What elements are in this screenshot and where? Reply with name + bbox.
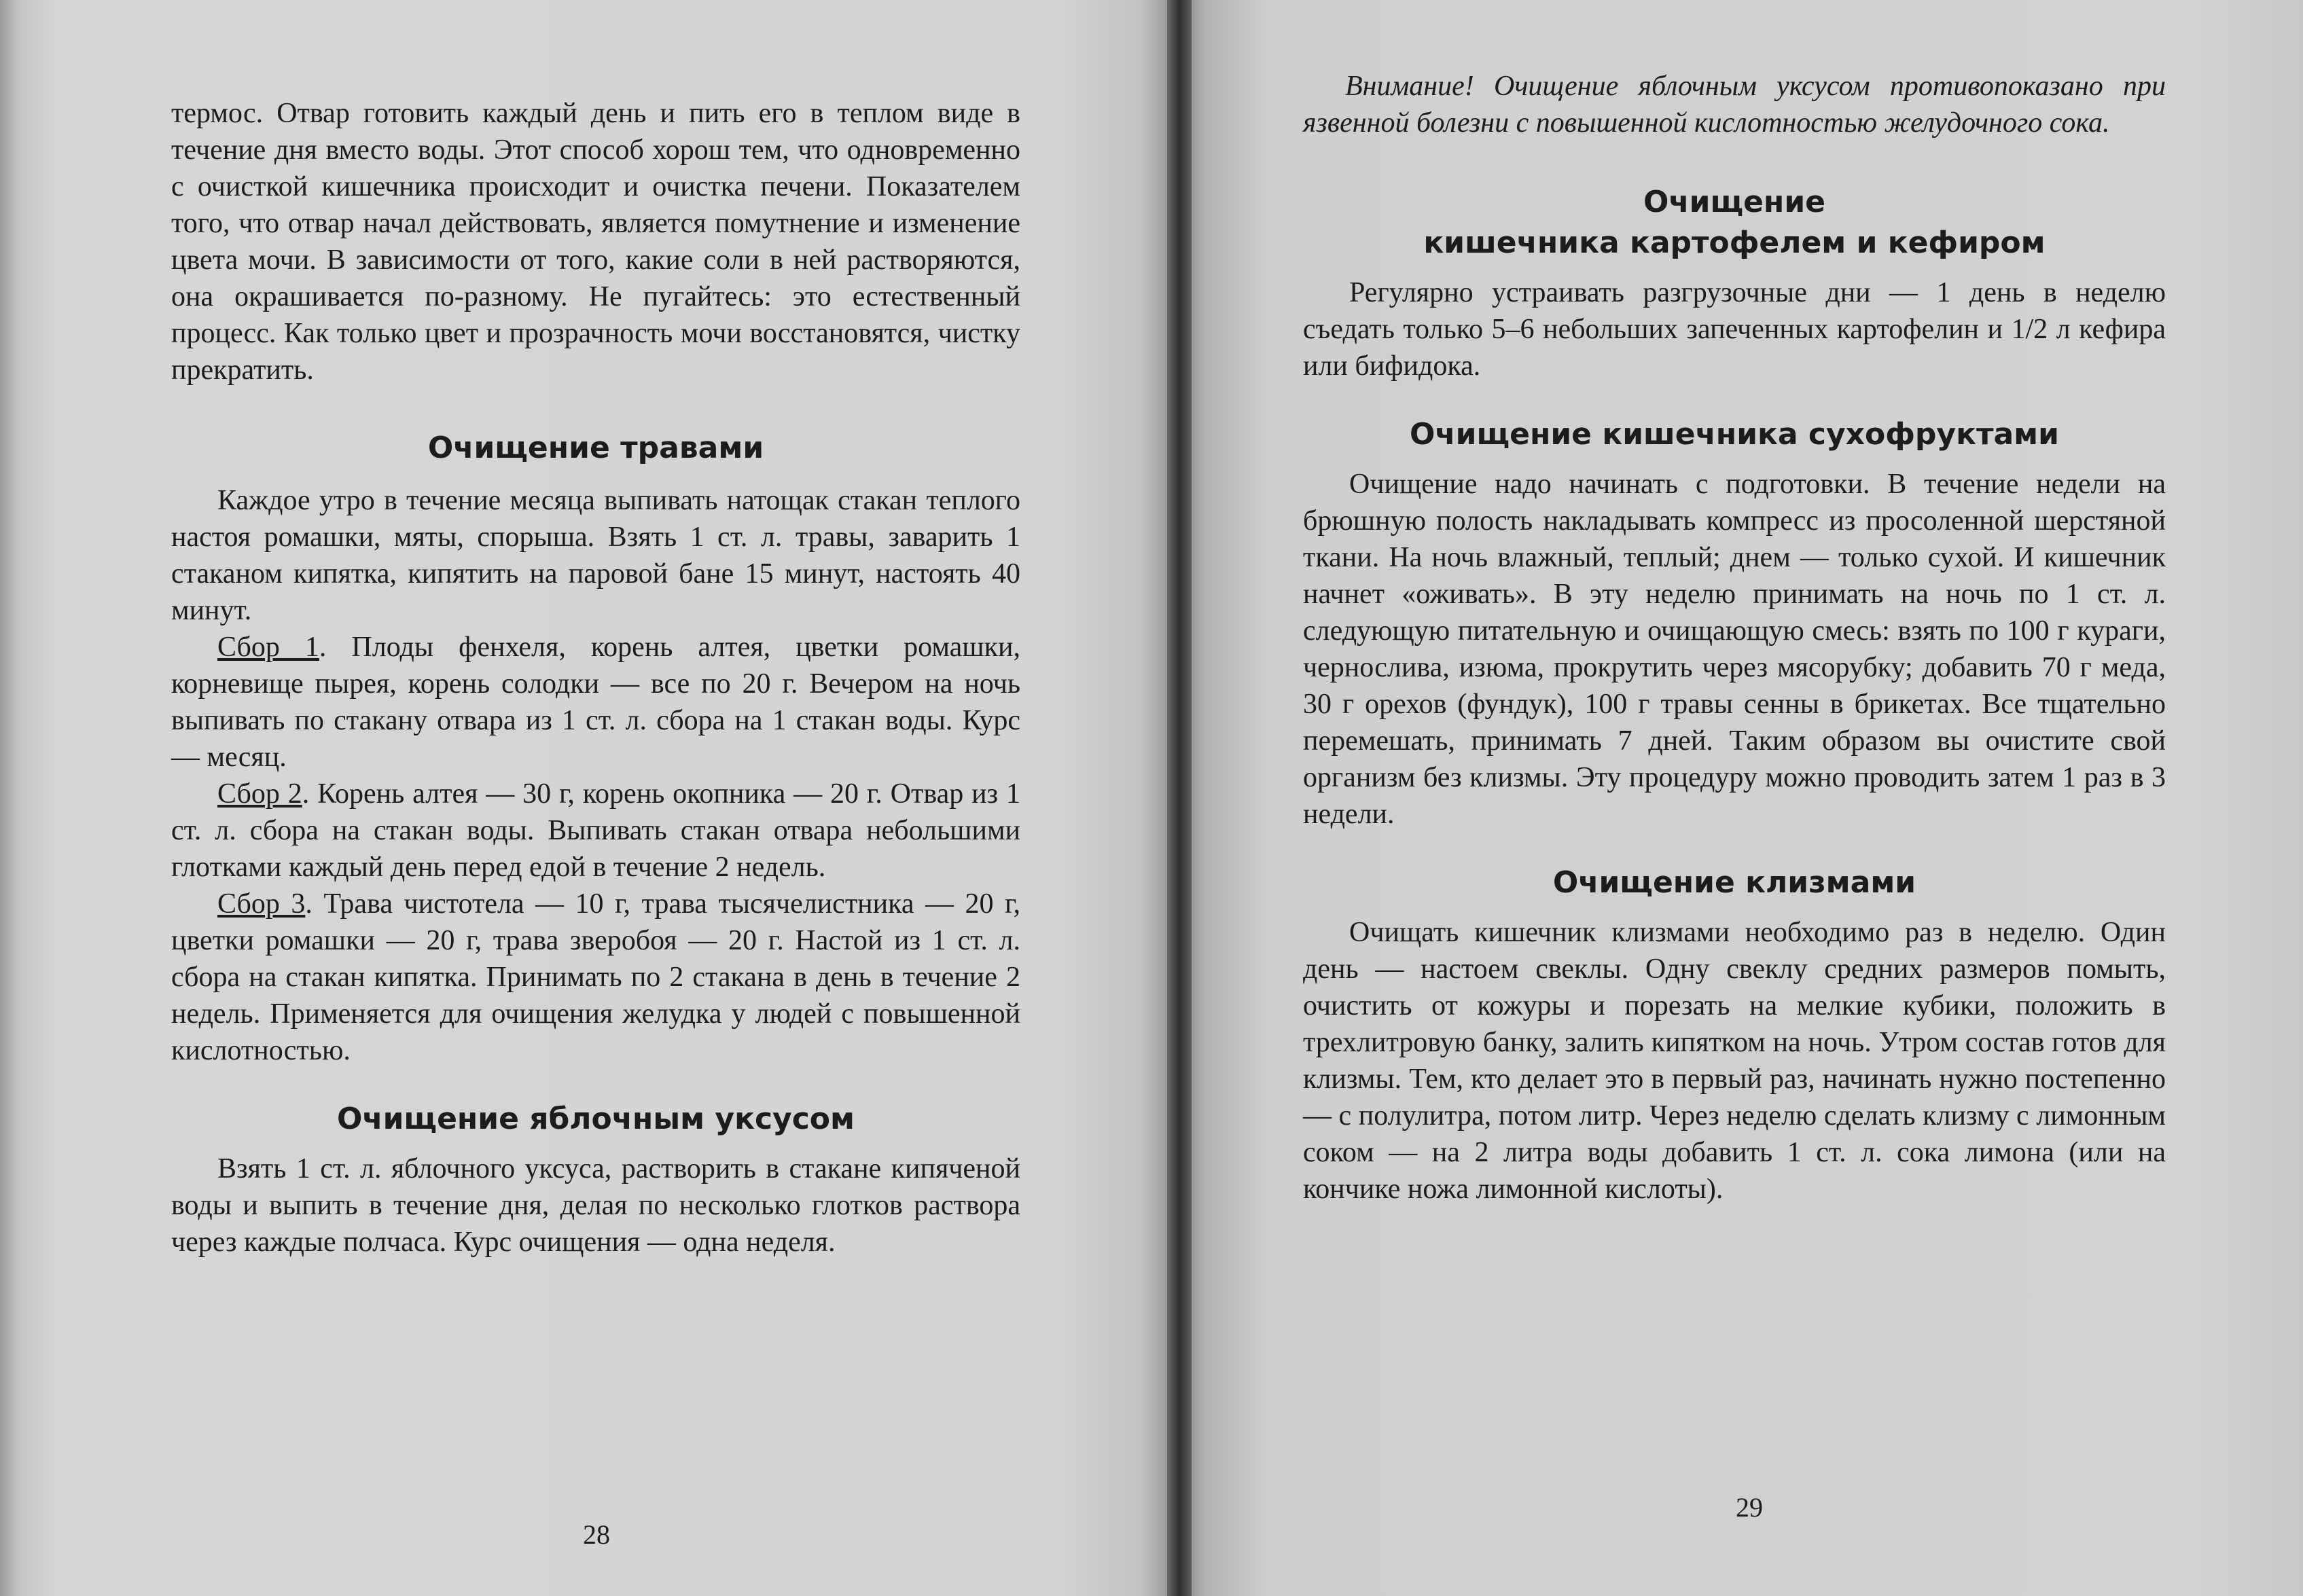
- sbor1-text: . Плоды фенхеля, корень алтея, цветки ромашки, корневище пырея, корень солодки — все по 20 г. Вечером на ночь выпивать по стакану отвара из 1 ст. л. сбора на 1 стакан воды. Курс — месяц.: [171, 632, 1020, 773]
- dried-fruit-paragraph: Очищение надо начинать с подготовки. В течение недели на брюшную полость накладывать компресс из просоленной шерстяной ткани. На ночь влажный, теплый; днем — только сухой. И кишечник начнет «оживать». В эту неделю принимать на ночь по 1 ст. л. следующую питательную и очищающую смесь: взять по 100 г кураги, чернослива, изюма, прокрутить через мясорубку; добавить 70 г меда, 30 г орехов (фундук), 100 г травы сенны в брикетах. Все тщательно перемешать, принимать 7 дней. Таким образом вы очистите свой организм без клизмы. Эту процедуру можно проводить затем 1 раз в 3 недели.: [1303, 469, 2166, 830]
- intro-paragraph: термос. Отвар готовить каждый день и пить его в теплом виде в течение дня вместо воды. Этот способ хорош тем, что одновременно с очисткой кишечника происходит и очистка печени. Показателем того, что отвар начал действовать, является помутнение и изменение цвета мочи. В зависимости от того, какие соли в ней растворяются, она окрашивается по-разному. Не пугайтесь: это естественный процесс. Как только цвет и прозрачность мочи восстановятся, чистку прекратить.: [171, 98, 1020, 386]
- sbor3-label: Сбор 3: [217, 888, 306, 920]
- enema-paragraph: Очищать кишечник клизмами необходимо раз в неделю. Один день — настоем свеклы. Одну свеклу средних размеров помыть, очистить от кожуры и порезать на мелкие кубики, положить в трехлитровую банку, залить кипятком на ночь. Утром состав готов для клизмы. Тем, кто делает это в первый раз, начинать нужно постепенно — с полулитра, потом литр. Через неделю сделать клизму с лимонным соком — на 2 литра воды добавить 1 ст. л. сока лимона (или на кончике ножа лимонной кислоты).: [1303, 917, 2166, 1205]
- herbs-heading: Очищение травами: [427, 431, 764, 465]
- sbor1-label: Сбор 1: [217, 632, 319, 663]
- sbor2-paragraph: [171, 776, 1020, 886]
- potato-heading-line1: Очищение: [1643, 185, 1825, 219]
- right-page: [1179, 0, 2303, 1596]
- dried-fruit-heading: Очищение кишечника сухофруктами: [1410, 417, 2059, 452]
- sbor2-text: . Корень алтея — 30 г, корень окопника — 20 г. Отвар из 1 ст. л. сбора на стакан воды. Выпивать стакан отвара небольшими глотками каждый день перед едой в течение 2 недель.: [171, 778, 1020, 883]
- warning-paragraph: Внимание! Очищение яблочным уксусом противопоказано при язвенной болезни с повышенной кислотностью желудочного сока.: [1303, 71, 2166, 139]
- left-column: [171, 95, 1020, 1261]
- potato-heading-line2: кишечника картофелем и кефиром: [1423, 225, 2046, 260]
- enema-heading: Очищение клизмами: [1552, 865, 1916, 900]
- page-number-left: 28: [583, 1519, 610, 1550]
- page-number-right: 29: [1736, 1492, 1763, 1523]
- vinegar-paragraph: Взять 1 ст. л. яблочного уксуса, растворить в стакане кипяченой воды и выпить в течение дня, делая по несколько глотков раствора через каждые полчаса. Курс очищения — одна неделя.: [171, 1153, 1020, 1258]
- vinegar-heading: Очищение яблочным уксусом: [336, 1102, 855, 1136]
- herbs-paragraph: Каждое утро в течение месяца выпивать натощак стакан теплого настоя ромашки, мяты, спорыша. Взять 1 ст. л. травы, заварить 1 стаканом кипятка, кипятить на паровой бане 15 минут, настоять 40 минут.: [171, 485, 1020, 626]
- sbor3-text: . Трава чистотела — 10 г, трава тысячелистника — 20 г, цветки ромашки — 20 г, трава зверобоя — 20 г. Настой из 1 ст. л. сбора на стакан кипятка. Принимать по 2 стакана в день в течение 2 недель. Применяется для очищения желудка у людей с повышенной кислотностью.: [171, 888, 1020, 1066]
- book-spine: [1167, 0, 1192, 1596]
- sbor1-paragraph: [171, 629, 1020, 776]
- sbor2-label: Сбор 2: [217, 778, 302, 810]
- potato-paragraph: Регулярно устраивать разгрузочные дни — 1 день в неделю съедать только 5–6 небольших запеченных картофелин и 1/2 л кефира или бифидока.: [1303, 277, 2166, 382]
- sbor3-paragraph: [171, 886, 1020, 1069]
- right-column: [1303, 68, 2166, 1208]
